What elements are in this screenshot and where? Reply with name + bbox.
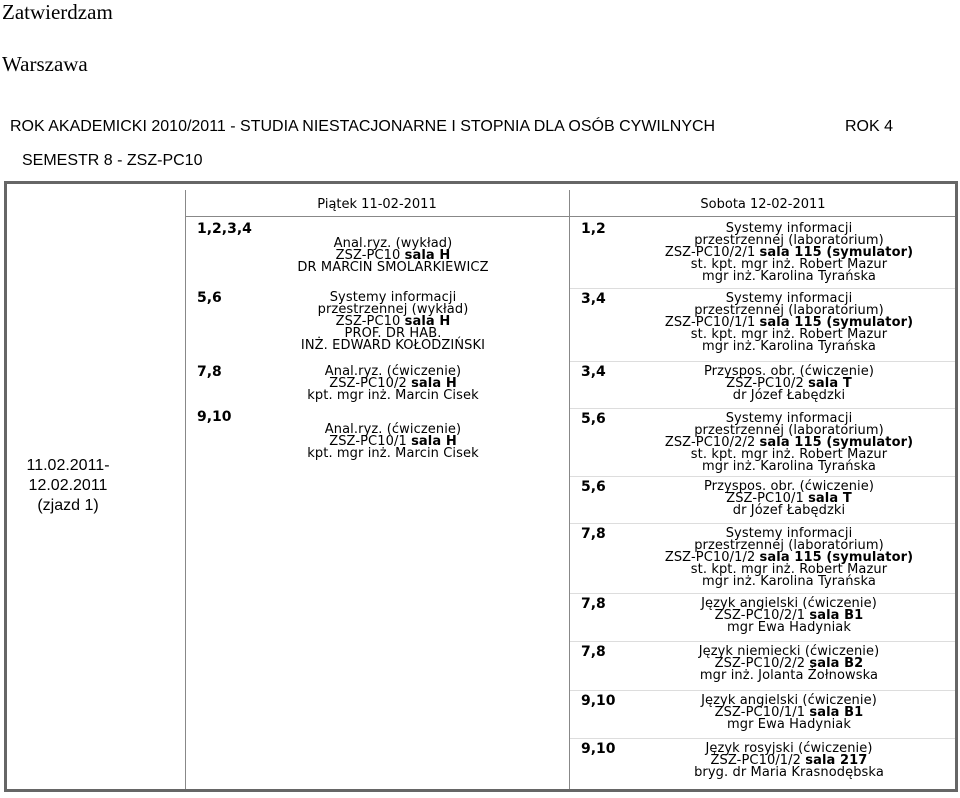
- class-line: przestrzennej (laboratorium): [694, 303, 884, 318]
- class-entry: [627, 223, 951, 283]
- class-line: PROF. DR HAB.: [344, 326, 442, 341]
- year-of-study: ROK 4: [845, 118, 894, 135]
- class-line: Język angielski (ćwiczenie): [701, 596, 877, 611]
- semester-line: SEMESTR 8 - ZSZ-PC10: [22, 152, 203, 169]
- class-line: przestrzennej (laboratorium): [694, 538, 884, 553]
- friday-header: Piątek 11-02-2011: [317, 197, 437, 212]
- row-divider: [570, 690, 955, 691]
- class-line: przestrzennej (laboratorium): [694, 423, 884, 438]
- class-line: ZSZ-PC10/2 sala H: [329, 376, 457, 391]
- class-line: Systemy informacji: [725, 411, 853, 426]
- class-entry: [627, 646, 951, 682]
- hours-label: 5,6: [581, 411, 606, 427]
- saturday-header: Sobota 12-02-2011: [700, 197, 826, 212]
- hours-label: 9,10: [197, 409, 232, 425]
- table-divider: [185, 190, 186, 789]
- class-line: Systemy informacji: [725, 291, 853, 306]
- class-line: mgr Ewa Hadyniak: [727, 620, 851, 635]
- class-line: ZSZ-PC10/1/2 sala 217: [710, 753, 868, 768]
- class-line: ZSZ-PC10/1/1 sala B1: [714, 705, 864, 720]
- row-divider: [570, 361, 955, 362]
- class-entry: [627, 413, 951, 473]
- class-line: bryg. dr Maria Krasnodębska: [694, 765, 884, 780]
- class-entry: [243, 424, 543, 460]
- class-line: ZSZ-PC10 sala H: [335, 314, 451, 329]
- row-divider: [570, 476, 955, 477]
- class-line: mgr inż. Karolina Tyrańska: [702, 459, 876, 474]
- approval-heading: Zatwierdzam: [2, 0, 113, 24]
- class-line: st. kpt. mgr inż. Robert Mazur: [690, 447, 888, 462]
- class-line: Przyspos. obr. (ćwiczenie): [703, 364, 875, 379]
- row-divider: [570, 593, 955, 594]
- row-divider: [570, 641, 955, 642]
- class-line: DR MARCIN SMOLARKIEWICZ: [297, 260, 489, 275]
- class-line: mgr Ewa Hadyniak: [727, 717, 851, 732]
- hours-label: 9,10: [581, 741, 616, 757]
- class-entry: [243, 366, 543, 402]
- class-entry: [627, 366, 951, 402]
- class-line: ZSZ-PC10/1/2 sala 115 (symulator): [664, 550, 914, 565]
- academic-year-line: ROK AKADEMICKI 2010/2011 - STUDIA NIESTACJONARNE I STOPNIA DLA OSÓB CYWILNYCH: [10, 118, 716, 135]
- class-line: mgr inż. Jolanta Żołnowska: [699, 668, 879, 683]
- row-divider: [570, 523, 955, 524]
- hours-label: 1,2: [581, 221, 606, 237]
- hours-label: 7,8: [581, 526, 606, 542]
- hours-label: 7,8: [581, 644, 606, 660]
- class-entry: [243, 238, 543, 274]
- class-entry: [627, 481, 951, 517]
- date-line: 12.02.2011: [28, 477, 108, 494]
- hours-label: 1,2,3,4: [197, 221, 252, 237]
- class-line: ZSZ-PC10/2/1 sala B1: [714, 608, 864, 623]
- class-line: przestrzennej (wykład): [317, 302, 469, 317]
- table-divider: [569, 190, 570, 789]
- class-line: ZSZ-PC10/2 sala T: [726, 376, 852, 391]
- hours-label: 5,6: [197, 290, 222, 306]
- class-line: dr Józef Łabędzki: [732, 503, 846, 518]
- city-heading: Warszawa: [2, 52, 88, 76]
- hours-label: 3,4: [581, 364, 606, 380]
- hours-label: 7,8: [581, 596, 606, 612]
- row-divider: [570, 288, 955, 289]
- class-line: Język angielski (ćwiczenie): [701, 693, 877, 708]
- class-line: st. kpt. mgr inż. Robert Mazur: [690, 562, 888, 577]
- class-line: mgr inż. Karolina Tyrańska: [702, 574, 876, 589]
- class-line: ZSZ-PC10/2/2 sala B2: [714, 656, 864, 671]
- class-entry: [627, 293, 951, 353]
- hours-label: 3,4: [581, 291, 606, 307]
- class-line: kpt. mgr inż. Marcin Cisek: [307, 388, 479, 403]
- table-divider: [185, 216, 955, 217]
- class-line: Język niemiecki (ćwiczenie): [698, 644, 880, 659]
- class-entry: [627, 695, 951, 731]
- class-entry: [627, 528, 951, 588]
- class-line: Systemy informacji: [725, 526, 853, 541]
- class-line: Anal.ryz. (ćwiczenie): [324, 364, 462, 379]
- class-line: kpt. mgr inż. Marcin Cisek: [307, 446, 479, 461]
- class-line: Anal.ryz. (ćwiczenie): [324, 422, 462, 437]
- class-line: Systemy informacji: [329, 290, 457, 305]
- schedule-table: [4, 181, 958, 792]
- class-line: Język rosyjski (ćwiczenie): [705, 741, 873, 756]
- class-entry: [243, 292, 543, 352]
- class-line: Przyspos. obr. (ćwiczenie): [703, 479, 875, 494]
- class-line: Anal.ryz. (wykład): [333, 236, 453, 251]
- class-line: Systemy informacji: [725, 221, 853, 236]
- class-entry: [627, 743, 951, 779]
- class-line: ZSZ-PC10/1 sala H: [329, 434, 457, 449]
- hours-label: 5,6: [581, 479, 606, 495]
- row-divider: [570, 408, 955, 409]
- class-line: ZSZ-PC10/2/1 sala 115 (symulator): [664, 245, 914, 260]
- date-line: (zjazd 1): [37, 497, 99, 514]
- class-line: mgr inż. Karolina Tyrańska: [702, 339, 876, 354]
- class-line: INŻ. EDWARD KOŁODZIŃSKI: [300, 338, 486, 353]
- hours-label: 9,10: [581, 693, 616, 709]
- class-line: przestrzennej (laboratorium): [694, 233, 884, 248]
- class-line: ZSZ-PC10/2/2 sala 115 (symulator): [664, 435, 914, 450]
- class-line: st. kpt. mgr inż. Robert Mazur: [690, 257, 888, 272]
- class-line: ZSZ-PC10/1 sala T: [726, 491, 852, 506]
- class-line: ZSZ-PC10/1/1 sala 115 (symulator): [664, 315, 914, 330]
- class-line: mgr inż. Karolina Tyrańska: [702, 269, 876, 284]
- date-line: 11.02.2011-: [26, 457, 110, 474]
- class-line: st. kpt. mgr inż. Robert Mazur: [690, 327, 888, 342]
- class-entry: [627, 598, 951, 634]
- row-divider: [570, 738, 955, 739]
- date-block: [13, 456, 123, 516]
- hours-label: 7,8: [197, 364, 222, 380]
- class-line: ZSZ-PC10 sala H: [335, 248, 451, 263]
- class-line: dr Józef Łabędzki: [732, 388, 846, 403]
